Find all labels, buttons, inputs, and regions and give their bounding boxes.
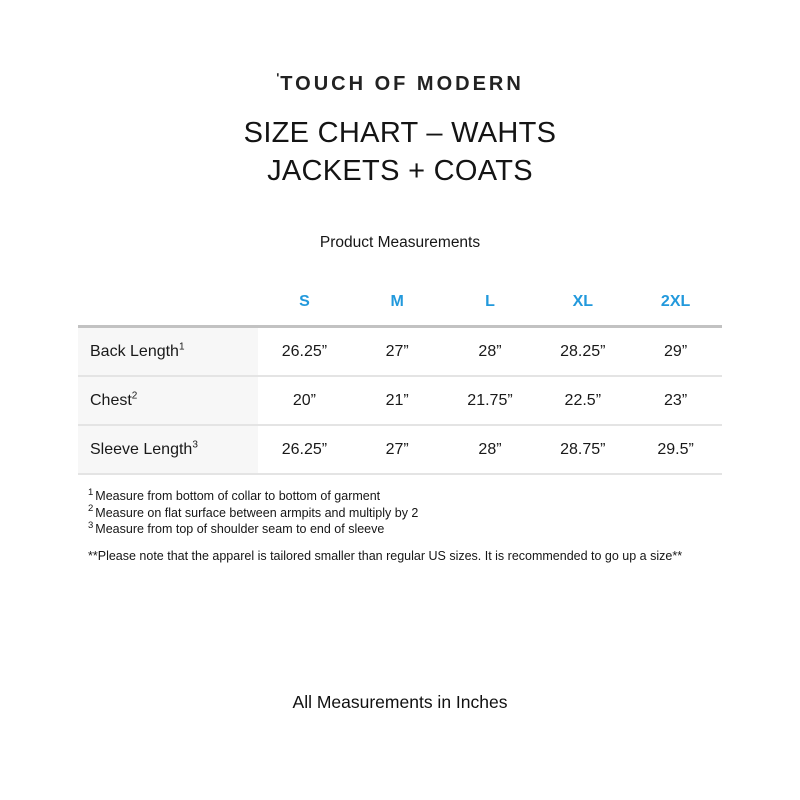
- measurement-cell: 26.25”: [258, 425, 351, 474]
- table-row-chest: [78, 376, 722, 425]
- row-label: [78, 327, 258, 377]
- measurement-cell: 28.25”: [536, 327, 629, 377]
- row-label-superscript: 1: [178, 341, 185, 353]
- row-label: [78, 425, 258, 474]
- footnote-text: Measure from top of shoulder seam to end of sleeve: [95, 522, 385, 536]
- units-note: All Measurements in Inches: [292, 692, 508, 712]
- page-title: [0, 114, 800, 190]
- measurement-cell: 28.75”: [536, 425, 629, 474]
- logo-tick-mark: ʹ: [276, 70, 280, 85]
- size-col-header-s: S: [258, 279, 351, 327]
- footnote-3: [88, 521, 418, 538]
- footnote-1: [88, 488, 418, 505]
- row-label-text: Sleeve Length: [90, 440, 193, 458]
- footnote-text: Measure on flat surface between armpits and multiply by 2: [95, 505, 419, 520]
- size-table: [78, 279, 722, 475]
- footnote-marker: 3: [88, 519, 94, 531]
- row-label: [78, 376, 258, 425]
- measurement-cell: 21”: [351, 376, 444, 425]
- footnote-marker: 1: [88, 486, 94, 498]
- row-label-text: Chest: [90, 391, 132, 409]
- measurement-cell: 27”: [351, 425, 444, 474]
- measurement-cell: 29.5”: [629, 425, 722, 474]
- table-row-back-length: [78, 327, 722, 377]
- sizing-note: **Please note that the apparel is tailored smaller than regular US sizes. It is recommended to go up a size**: [88, 549, 683, 563]
- page-title-line1: SIZE CHART – WAHTS: [243, 117, 557, 149]
- row-label-text: Back Length: [90, 342, 179, 360]
- size-col-header-l: L: [444, 279, 537, 327]
- brand-logo: [0, 70, 800, 96]
- size-col-header-xl: XL: [536, 279, 629, 327]
- measurement-cell: 28”: [444, 425, 537, 474]
- size-col-header-2xl: 2XL: [629, 279, 722, 327]
- measurement-cell: 22.5”: [536, 376, 629, 425]
- measurement-cell: 28”: [444, 327, 537, 377]
- measurement-cell: 27”: [351, 327, 444, 377]
- table-row-sleeve-length: [78, 425, 722, 474]
- logo-text: TOUCH OF MODERN: [280, 73, 524, 95]
- measurement-cell: 29”: [629, 327, 722, 377]
- measurement-cell: 21.75”: [444, 376, 537, 425]
- footnotes: [88, 488, 418, 538]
- size-col-header-m: M: [351, 279, 444, 327]
- corner-cell: [78, 279, 258, 327]
- measurement-cell: 26.25”: [258, 327, 351, 377]
- footnote-text: Measure from bottom of collar to bottom of garment: [95, 489, 381, 503]
- measurement-cell: 23”: [629, 376, 722, 425]
- footnote-2: [88, 505, 418, 522]
- page-title-line2: JACKETS + COATS: [267, 155, 533, 187]
- size-header-row: [78, 279, 722, 327]
- footnote-marker: 2: [88, 503, 94, 515]
- table-caption: Product Measurements: [319, 234, 481, 251]
- row-label-superscript: 2: [131, 390, 138, 402]
- measurement-cell: 20”: [258, 376, 351, 425]
- row-label-superscript: 3: [192, 439, 198, 451]
